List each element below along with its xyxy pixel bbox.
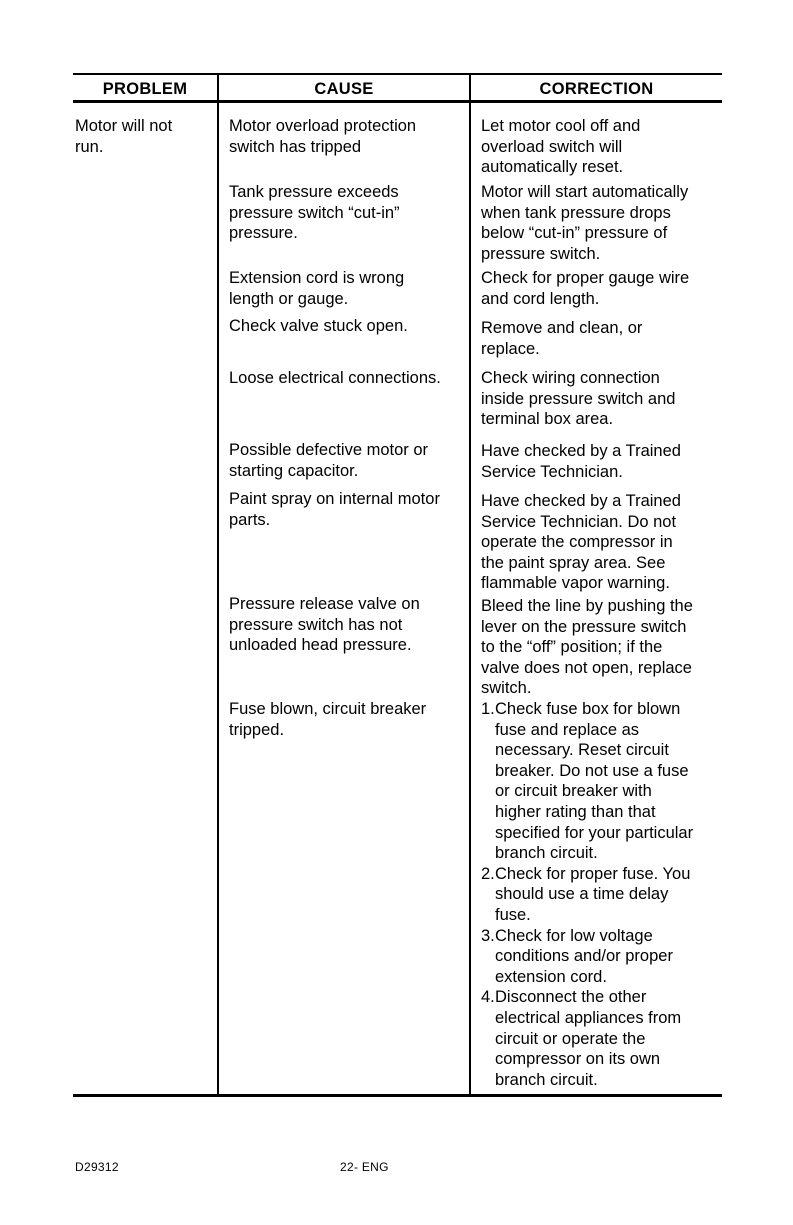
doc-code: D29312: [75, 1160, 119, 1174]
header-problem: PROBLEM: [102, 80, 188, 98]
correction-4: Remove and clean, or replace.: [481, 319, 643, 358]
correction-7: Have checked by a Trained Service Technician. Do not operate the compressor in the paint spray area. See flammable vapor warning.: [481, 492, 681, 593]
cause-5: Loose electrical connections.: [229, 369, 441, 387]
cause-4: Check valve stuck open.: [229, 317, 408, 335]
list-item: 1. Check fuse box for blown fuse and replace as necessary. Reset circuit breaker. Do not use a fuse or circuit breaker with higher rating than that specified for your particular branch circuit.: [481, 700, 694, 863]
list-item: 2. Check for proper fuse. You should use a time delay fuse.: [481, 864, 691, 924]
correction-3: Check for proper gauge wire and cord length.: [481, 269, 690, 308]
correction-2: Motor will start automatically when tank pressure drops below “cut-in” pressure of pressure switch.: [481, 183, 689, 263]
cause-2: Tank pressure exceeds pressure switch “cut-in” pressure.: [229, 183, 400, 243]
cause-6: Possible defective motor or starting capacitor.: [229, 441, 429, 480]
cause-7: Paint spray on internal motor parts.: [229, 490, 440, 529]
cause-1: Motor overload protection switch has tripped: [229, 117, 417, 156]
header-correction: CORRECTION: [539, 80, 654, 98]
correction-5: Check wiring connection inside pressure switch and terminal box area.: [481, 369, 676, 429]
table-bottom-rule: [73, 1094, 722, 1097]
column-divider-2: [469, 73, 471, 1097]
table-top-rule: [73, 73, 722, 75]
list-item: 4. Disconnect the other electrical appliances from circuit or operate the compressor on its own branch circuit.: [481, 988, 682, 1089]
correction-1: Let motor cool off and overload switch will automatically reset.: [481, 117, 641, 177]
cause-9: Fuse blown, circuit breaker tripped.: [229, 700, 427, 739]
cause-3: Extension cord is wrong length or gauge.: [229, 269, 405, 308]
correction-6: Have checked by a Trained Service Technician.: [481, 442, 681, 481]
header-bottom-rule: [73, 100, 722, 103]
problem-text: Motor will not run.: [75, 117, 173, 156]
page-number: 22- ENG: [340, 1160, 389, 1174]
correction-9-list: [481, 699, 726, 1090]
cause-8: Pressure release valve on pressure switch has not unloaded head pressure.: [229, 595, 420, 655]
column-divider-1: [217, 73, 219, 1097]
header-cause: CAUSE: [314, 80, 374, 98]
list-item: 3. Check for low voltage conditions and/or proper extension cord.: [481, 926, 673, 986]
correction-8: Bleed the line by pushing the lever on the pressure switch to the “off” position; if the valve does not open, replace switch.: [481, 597, 693, 698]
